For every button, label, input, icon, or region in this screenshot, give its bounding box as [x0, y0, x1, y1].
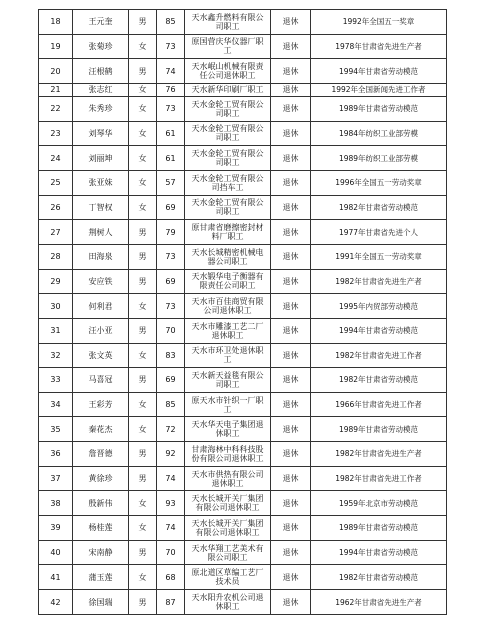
honor-cell: 1989年甘肃省劳动模范 [311, 516, 447, 541]
table-row [39, 195, 447, 220]
status-cell: 退休 [271, 170, 311, 195]
age-cell: 83 [157, 343, 185, 368]
gender-cell: 男 [129, 220, 157, 245]
honor-cell: 1989年甘肃省劳动模范 [311, 417, 447, 442]
row-number: 24 [39, 146, 73, 171]
age-cell: 87 [157, 590, 185, 615]
person-name: 汪根鹤 [73, 59, 129, 84]
person-name: 徐国瑞 [73, 590, 129, 615]
honor-cell: 1978年甘肃省先进生产者 [311, 34, 447, 59]
status-cell: 退休 [271, 590, 311, 615]
row-number: 27 [39, 220, 73, 245]
row-number: 22 [39, 96, 73, 121]
age-cell: 57 [157, 170, 185, 195]
gender-cell: 男 [129, 269, 157, 294]
work-unit: 天水新华印刷厂职工 [185, 83, 271, 96]
row-number: 26 [39, 195, 73, 220]
honor-cell: 1991年全国五一劳动奖章 [311, 244, 447, 269]
honor-cell: 1992年全国五一奖章 [311, 10, 447, 35]
honor-cell: 1982年甘肃省劳动模范 [311, 195, 447, 220]
status-cell: 退休 [271, 294, 311, 319]
age-cell: 70 [157, 540, 185, 565]
table-row [39, 491, 447, 516]
gender-cell: 女 [129, 294, 157, 319]
gender-cell: 男 [129, 540, 157, 565]
table-row [39, 466, 447, 491]
status-cell: 退休 [271, 220, 311, 245]
person-name: 王彩芳 [73, 392, 129, 417]
status-cell: 退休 [271, 392, 311, 417]
gender-cell: 女 [129, 343, 157, 368]
row-number: 39 [39, 516, 73, 541]
status-cell: 退休 [271, 244, 311, 269]
table-row [39, 540, 447, 565]
table-row [39, 269, 447, 294]
work-unit: 原国营庆华仪器厂职工 [185, 34, 271, 59]
person-name: 汪小亚 [73, 318, 129, 343]
row-number: 25 [39, 170, 73, 195]
age-cell: 85 [157, 392, 185, 417]
row-number: 18 [39, 10, 73, 35]
work-unit: 天水市供热有限公司退休职工 [185, 466, 271, 491]
work-unit: 天水长城精密机械电器公司职工 [185, 244, 271, 269]
status-cell: 退休 [271, 540, 311, 565]
age-cell: 74 [157, 466, 185, 491]
work-unit: 天水市雕漆工艺二厂退休职工 [185, 318, 271, 343]
honoree-table [38, 9, 447, 615]
row-number: 35 [39, 417, 73, 442]
work-unit: 天水新天益毯有限公司职工 [185, 368, 271, 393]
work-unit: 天水鑫升燃料有限公司职工 [185, 10, 271, 35]
work-unit: 原甘肃省磨擦密封材料厂职工 [185, 220, 271, 245]
honor-cell: 1995年内贸部劳动模范 [311, 294, 447, 319]
work-unit: 天水岷山机械有限责任公司退休职工 [185, 59, 271, 84]
honor-cell: 1982年甘肃省先进生产者 [311, 442, 447, 467]
work-unit: 天水市环卫处退休职工 [185, 343, 271, 368]
table-row [39, 343, 447, 368]
status-cell: 退休 [271, 10, 311, 35]
honor-cell: 1994年甘肃省劳动模范 [311, 59, 447, 84]
age-cell: 73 [157, 34, 185, 59]
status-cell: 退休 [271, 34, 311, 59]
table-row [39, 244, 447, 269]
age-cell: 85 [157, 10, 185, 35]
table-row [39, 83, 447, 96]
table-row [39, 34, 447, 59]
row-number: 31 [39, 318, 73, 343]
work-unit: 原天水市针织一厂职工 [185, 392, 271, 417]
work-unit: 天水华翔工艺美术有限公司职工 [185, 540, 271, 565]
honor-cell: 1982年甘肃省劳动模范 [311, 368, 447, 393]
row-number: 34 [39, 392, 73, 417]
person-name: 马喜冠 [73, 368, 129, 393]
row-number: 30 [39, 294, 73, 319]
row-number: 41 [39, 565, 73, 590]
work-unit: 甘肃海林中科科技股份有限公司退休职工 [185, 442, 271, 467]
row-number: 20 [39, 59, 73, 84]
table-row [39, 146, 447, 171]
person-name: 王元奎 [73, 10, 129, 35]
status-cell: 退休 [271, 83, 311, 96]
gender-cell: 女 [129, 34, 157, 59]
age-cell: 93 [157, 491, 185, 516]
gender-cell: 男 [129, 442, 157, 467]
row-number: 19 [39, 34, 73, 59]
gender-cell: 女 [129, 121, 157, 146]
table-row [39, 590, 447, 615]
person-name: 秦花杰 [73, 417, 129, 442]
gender-cell: 女 [129, 146, 157, 171]
honor-cell: 1989年甘肃省劳动模范 [311, 96, 447, 121]
honor-cell: 1994年甘肃省劳动模范 [311, 540, 447, 565]
gender-cell: 女 [129, 565, 157, 590]
status-cell: 退休 [271, 466, 311, 491]
gender-cell: 男 [129, 368, 157, 393]
row-number: 21 [39, 83, 73, 96]
table-row [39, 10, 447, 35]
person-name: 蒲玉莲 [73, 565, 129, 590]
person-name: 殷新伟 [73, 491, 129, 516]
work-unit: 天水锻华电子衡器有限责任公司职工 [185, 269, 271, 294]
honor-cell: 1959年北京市劳动模范 [311, 491, 447, 516]
work-unit: 天水长城开关厂集团有限公司退休职工 [185, 516, 271, 541]
row-number: 28 [39, 244, 73, 269]
person-name: 何利君 [73, 294, 129, 319]
row-number: 40 [39, 540, 73, 565]
table-row [39, 368, 447, 393]
person-name: 丁智权 [73, 195, 129, 220]
work-unit: 天水长城开关厂集团有限公司退休职工 [185, 491, 271, 516]
honor-cell: 1992年全国新闻先进工作者 [311, 83, 447, 96]
status-cell: 退休 [271, 96, 311, 121]
gender-cell: 男 [129, 244, 157, 269]
work-unit: 天水金轮工贸有限公司职工 [185, 96, 271, 121]
person-name: 黄徐珍 [73, 466, 129, 491]
gender-cell: 女 [129, 83, 157, 96]
gender-cell: 女 [129, 491, 157, 516]
status-cell: 退休 [271, 59, 311, 84]
honor-cell: 1994年甘肃省劳动模范 [311, 318, 447, 343]
table-row [39, 516, 447, 541]
honor-cell: 1977年甘肃省先进个人 [311, 220, 447, 245]
age-cell: 69 [157, 195, 185, 220]
status-cell: 退休 [271, 121, 311, 146]
status-cell: 退休 [271, 491, 311, 516]
age-cell: 76 [157, 83, 185, 96]
age-cell: 73 [157, 244, 185, 269]
row-number: 23 [39, 121, 73, 146]
status-cell: 退休 [271, 368, 311, 393]
gender-cell: 男 [129, 590, 157, 615]
honor-cell: 1989年纺织工业部劳模 [311, 146, 447, 171]
row-number: 29 [39, 269, 73, 294]
status-cell: 退休 [271, 516, 311, 541]
gender-cell: 女 [129, 96, 157, 121]
honor-cell: 1982年甘肃省先进生产者 [311, 269, 447, 294]
status-cell: 退休 [271, 343, 311, 368]
work-unit: 天水市百佳商贸有限公司退休职工 [185, 294, 271, 319]
gender-cell: 男 [129, 59, 157, 84]
table-row [39, 220, 447, 245]
table-row [39, 59, 447, 84]
table-row [39, 294, 447, 319]
age-cell: 61 [157, 146, 185, 171]
person-name: 杨桂莲 [73, 516, 129, 541]
status-cell: 退休 [271, 417, 311, 442]
age-cell: 73 [157, 96, 185, 121]
table-row [39, 442, 447, 467]
row-number: 32 [39, 343, 73, 368]
honor-cell: 1984年纺织工业部劳模 [311, 121, 447, 146]
row-number: 42 [39, 590, 73, 615]
table-body [39, 10, 447, 615]
person-name: 朱秀珍 [73, 96, 129, 121]
age-cell: 79 [157, 220, 185, 245]
row-number: 36 [39, 442, 73, 467]
gender-cell: 女 [129, 195, 157, 220]
honor-cell: 1982年甘肃省劳动模范 [311, 565, 447, 590]
honor-cell: 1962年甘肃省先进生产者 [311, 590, 447, 615]
gender-cell: 女 [129, 170, 157, 195]
table-row [39, 417, 447, 442]
age-cell: 72 [157, 417, 185, 442]
person-name: 刘琴华 [73, 121, 129, 146]
age-cell: 73 [157, 294, 185, 319]
gender-cell: 男 [129, 10, 157, 35]
honor-cell: 1982年甘肃省先进工作者 [311, 343, 447, 368]
status-cell: 退休 [271, 195, 311, 220]
person-name: 田海泉 [73, 244, 129, 269]
work-unit: 天水金轮工贸有限公司挡车工 [185, 170, 271, 195]
age-cell: 74 [157, 59, 185, 84]
status-cell: 退休 [271, 442, 311, 467]
row-number: 33 [39, 368, 73, 393]
work-unit: 天水金轮工贸有限公司职工 [185, 146, 271, 171]
honor-cell: 1982年甘肃省先进工作者 [311, 466, 447, 491]
person-name: 詹晋德 [73, 442, 129, 467]
age-cell: 70 [157, 318, 185, 343]
person-name: 张亚妹 [73, 170, 129, 195]
age-cell: 68 [157, 565, 185, 590]
person-name: 宋南静 [73, 540, 129, 565]
work-unit: 原北道区草编工艺厂技术员 [185, 565, 271, 590]
age-cell: 92 [157, 442, 185, 467]
age-cell: 69 [157, 269, 185, 294]
honor-cell: 1996年全国五一劳动奖章 [311, 170, 447, 195]
gender-cell: 女 [129, 417, 157, 442]
gender-cell: 女 [129, 392, 157, 417]
age-cell: 69 [157, 368, 185, 393]
row-number: 37 [39, 466, 73, 491]
honor-cell: 1966年甘肃省先进工作者 [311, 392, 447, 417]
table-row [39, 96, 447, 121]
status-cell: 退休 [271, 269, 311, 294]
row-number: 38 [39, 491, 73, 516]
table-row [39, 392, 447, 417]
person-name: 荆树人 [73, 220, 129, 245]
gender-cell: 男 [129, 466, 157, 491]
work-unit: 天水金轮工贸有限公司职工 [185, 121, 271, 146]
table-row [39, 318, 447, 343]
gender-cell: 女 [129, 516, 157, 541]
work-unit: 天水阳升农机公司退休职工 [185, 590, 271, 615]
work-unit: 天水金轮工贸有限公司职工 [185, 195, 271, 220]
age-cell: 61 [157, 121, 185, 146]
table-row [39, 121, 447, 146]
table-row [39, 170, 447, 195]
person-name: 张菊珍 [73, 34, 129, 59]
status-cell: 退休 [271, 146, 311, 171]
age-cell: 74 [157, 516, 185, 541]
person-name: 刘丽坤 [73, 146, 129, 171]
gender-cell: 男 [129, 318, 157, 343]
person-name: 张志红 [73, 83, 129, 96]
person-name: 张文英 [73, 343, 129, 368]
table-row [39, 565, 447, 590]
status-cell: 退休 [271, 565, 311, 590]
person-name: 安应铁 [73, 269, 129, 294]
status-cell: 退休 [271, 318, 311, 343]
work-unit: 天水华天电子集团退休职工 [185, 417, 271, 442]
